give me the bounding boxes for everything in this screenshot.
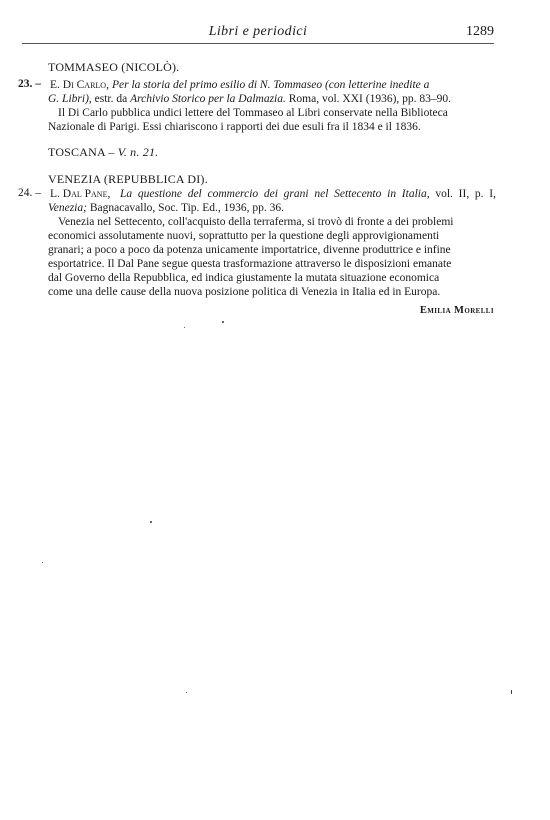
entry-line — [48, 271, 496, 285]
text-segment: granari; a poco a poco da potenza unicamente importatrice, divenne produttrice e infine — [48, 244, 451, 256]
entry-number-24: 24. – — [18, 187, 41, 199]
entry-line-text — [48, 286, 440, 298]
section-heading-venezia: VENEZIA (REPUBBLICA DI). — [48, 172, 208, 186]
entry-line — [120, 187, 496, 201]
scan-speck — [42, 562, 43, 563]
section-heading-text: TOSCANA – — [48, 145, 115, 159]
entry-author-24: L. Dal Pane, — [50, 188, 111, 200]
entry-line-text — [48, 258, 451, 270]
entry-line-text — [48, 121, 421, 133]
text-segment: estr. da — [91, 93, 131, 105]
scan-speck — [150, 521, 152, 523]
entry-line — [58, 106, 496, 120]
entry-line-text — [48, 93, 451, 105]
entry-line — [48, 229, 496, 243]
entry-line — [48, 257, 496, 271]
text-segment: Roma, vol. XXI (1936), pp. 83–90. — [285, 93, 452, 105]
italic-text: La questione del commercio dei grani nel Settecento in Italia, — [120, 188, 430, 200]
section-heading-toscana — [48, 145, 158, 160]
text-segment: Il Di Carlo pubblica undici lettere del Tommaseo al Libri conservate nella Biblioteca — [58, 107, 448, 119]
entry-line-text — [48, 202, 284, 214]
text-segment: vol. II, p. I, — [429, 188, 496, 200]
text-segment: Nazionale di Parigi. Essi chiariscono i rapporti dei due esuli fra il 1834 e il 1836. — [48, 121, 421, 133]
entry-line — [48, 120, 496, 134]
entry-line-text — [48, 230, 439, 242]
italic-text: Venezia; — [48, 202, 87, 214]
author-signature: Emilia Morelli — [419, 305, 494, 316]
entry-line-text — [112, 79, 429, 91]
running-title: Libri e periodici — [208, 24, 308, 39]
page-number: 1289 — [466, 24, 494, 39]
running-header — [22, 24, 494, 44]
text-segment: Venezia nel Settecento, coll'acquisto della terraferma, si trovò di fronte a dei problemi — [58, 216, 454, 228]
entry-line — [112, 78, 496, 92]
entry-line-text — [48, 272, 439, 284]
entry-line — [48, 201, 496, 215]
text-segment: dal Governo della Repubblica, ed indica giustamente la mutata situazione economica — [48, 272, 440, 284]
entry-author-23: E. Di Carlo, — [50, 79, 109, 91]
scan-speck — [222, 321, 224, 323]
section-heading-tommaseo: TOMMASEO (NICOLÒ). — [48, 60, 180, 74]
italic-text: Per la storia del primo esilio di N. Tommaseo (con letterine inedite a — [112, 79, 430, 91]
scan-speck — [511, 690, 512, 694]
entry-line-text — [48, 244, 451, 256]
text-segment: come una delle cause della nuova posizione politica di Venezia in Italia ed in Europa. — [48, 286, 441, 298]
entry-line — [48, 243, 496, 257]
scan-speck — [186, 692, 187, 693]
text-segment: Bagnacavallo, Soc. Tip. Ed., 1936, pp. 36. — [86, 202, 285, 214]
entry-line — [48, 285, 496, 299]
entry-line — [58, 215, 496, 229]
entry-line-text — [58, 107, 448, 119]
scan-speck — [184, 327, 185, 328]
text-segment: esportatrice. Il Dal Pane segue questa trasformazione attraverso le disposizioni emanate — [48, 258, 452, 270]
entry-line-text — [120, 188, 496, 200]
header-rule — [22, 43, 494, 44]
italic-text: Archivio Storico per la Dalmazia. — [130, 93, 286, 105]
cross-reference: V. n. 21. — [117, 145, 159, 159]
entry-line-text — [58, 216, 453, 228]
italic-text: G. Libri), — [48, 93, 92, 105]
text-segment: economici assolutamente nuovi, soprattutto per la questione degli approvigionamenti — [48, 230, 440, 242]
entry-number-23: 23. – — [18, 78, 41, 90]
entry-line — [48, 92, 496, 106]
